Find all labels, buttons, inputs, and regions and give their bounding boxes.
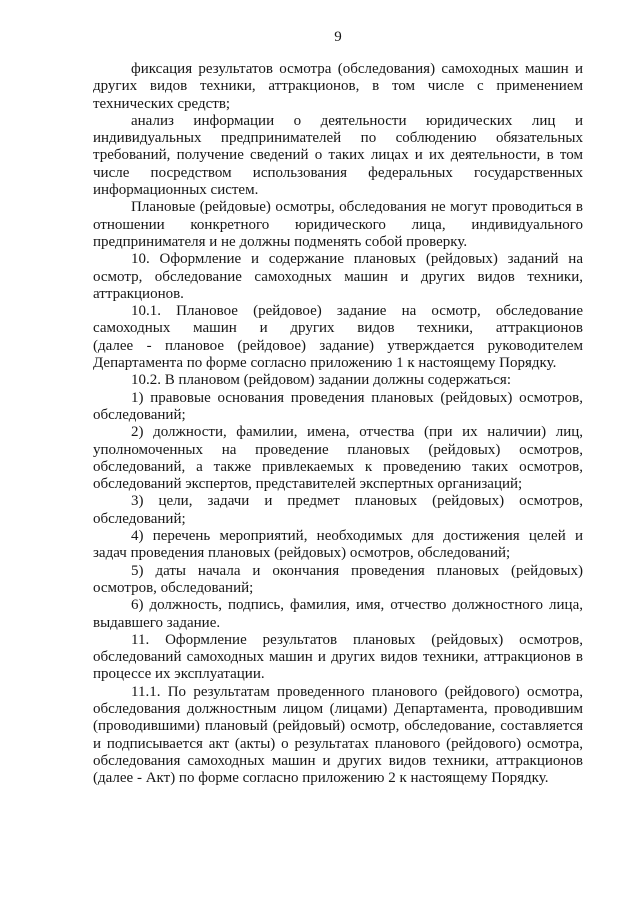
text-line: выдавшего задание. bbox=[93, 614, 221, 631]
text-line: обследований экспертов, представителей экспертных организаций; bbox=[93, 476, 523, 493]
text-line: уполномоченных на проведение плановых (рейдовых) осмотров, bbox=[93, 441, 583, 458]
text-line: 1) правовые основания проведения плановых (рейдовых) осмотров, bbox=[131, 389, 583, 406]
text-line: обследований, а также привлекаемых к проведению таких осмотров, bbox=[93, 458, 583, 475]
text-line: (далее - Акт) по форме согласно приложению 2 к настоящему Порядку. bbox=[93, 770, 549, 787]
paragraph bbox=[93, 199, 583, 251]
text-line: обследования самоходных машин и других видов техники, аттракционов bbox=[93, 752, 583, 769]
text-line: обследований самоходных машин и других видов техники, аттракционов в bbox=[93, 649, 583, 666]
paragraph bbox=[93, 372, 583, 389]
paragraph bbox=[93, 303, 583, 372]
text-line: 6) должность, подпись, фамилия, имя, отчество должностного лица, bbox=[131, 597, 583, 614]
text-line: 10. Оформление и содержание плановых (рейдовых) заданий на bbox=[131, 251, 583, 268]
text-line: числе посредством использования федеральных государственных bbox=[93, 164, 583, 181]
document-body bbox=[93, 61, 583, 787]
text-line: 10.2. В плановом (рейдовом) задании должны содержаться: bbox=[131, 372, 511, 389]
text-line: обследования должностным лицом (лицами) Департамента, проводившим bbox=[93, 700, 583, 717]
text-line: обследований; bbox=[93, 406, 186, 423]
text-line: и подписывается акт (акты) о результатах планового (рейдового) осмотра, bbox=[93, 735, 583, 752]
text-line: анализ информации о деятельности юридических лиц и bbox=[131, 112, 583, 129]
list-item bbox=[93, 390, 583, 425]
text-line: 3) цели, задачи и предмет плановых (рейдовых) осмотров, bbox=[131, 493, 583, 510]
text-line: Плановые (рейдовые) осмотры, обследования не могут проводиться в bbox=[131, 199, 583, 216]
text-line: 2) должности, фамилии, имена, отчества (при их наличии) лиц, bbox=[131, 424, 583, 441]
text-line: фиксация результатов осмотра (обследования) самоходных машин и bbox=[131, 61, 583, 77]
text-line: 10.1. Плановое (рейдовое) задание на осмотр, обследование bbox=[131, 303, 583, 320]
page-number: 9 bbox=[334, 29, 342, 45]
text-line: процессе их эксплуатации. bbox=[93, 666, 265, 683]
text-line: технических средств; bbox=[93, 95, 231, 112]
text-line: других видов техники, аттракционов, в том числе с применением bbox=[93, 78, 583, 95]
section-heading bbox=[93, 251, 583, 303]
paragraph bbox=[93, 684, 583, 788]
list-item bbox=[93, 563, 583, 598]
text-line: индивидуальных предпринимателей по соблюдению обязательных bbox=[93, 130, 583, 147]
list-item bbox=[93, 528, 583, 563]
text-line: предпринимателя и не должны подменять собой проверку. bbox=[93, 233, 468, 250]
text-line: требований, получение сведений о таких лицах и их деятельности, в том bbox=[93, 147, 583, 164]
text-line: осмотр, обследование самоходных машин и других видов техники, bbox=[93, 268, 583, 285]
text-line: отношении конкретного юридического лица, индивидуального bbox=[93, 216, 583, 233]
text-line: 11. Оформление результатов плановых (рейдовых) осмотров, bbox=[131, 631, 583, 648]
paragraph bbox=[93, 61, 583, 113]
list-item bbox=[93, 597, 583, 632]
text-line: 4) перечень мероприятий, необходимых для достижения целей и bbox=[131, 528, 583, 545]
list-item bbox=[93, 493, 583, 528]
text-line: Департамента по форме согласно приложению 1 к настоящему Порядку. bbox=[93, 355, 557, 372]
text-line: задач проведения плановых (рейдовых) осмотров, обследований; bbox=[93, 545, 511, 562]
list-item bbox=[93, 424, 583, 493]
section-heading bbox=[93, 632, 583, 684]
text-line: 5) даты начала и окончания проведения плановых (рейдовых) bbox=[131, 562, 583, 579]
paragraph bbox=[93, 113, 583, 199]
text-line: аттракционов. bbox=[93, 285, 184, 302]
text-line: осмотров, обследований; bbox=[93, 579, 254, 596]
text-line: 11.1. По результатам проведенного планового (рейдового) осмотра, bbox=[131, 683, 583, 700]
text-line: обследований; bbox=[93, 510, 186, 527]
text-line: (проводившими) плановый (рейдовый) осмотр, обследование, составляется bbox=[93, 718, 583, 735]
text-line: информационных систем. bbox=[93, 182, 259, 199]
text-line: самоходных машин и других видов техники, аттракционов bbox=[93, 320, 583, 337]
text-line: (далее - плановое (рейдовое) задание) утверждается руководителем bbox=[93, 337, 583, 354]
